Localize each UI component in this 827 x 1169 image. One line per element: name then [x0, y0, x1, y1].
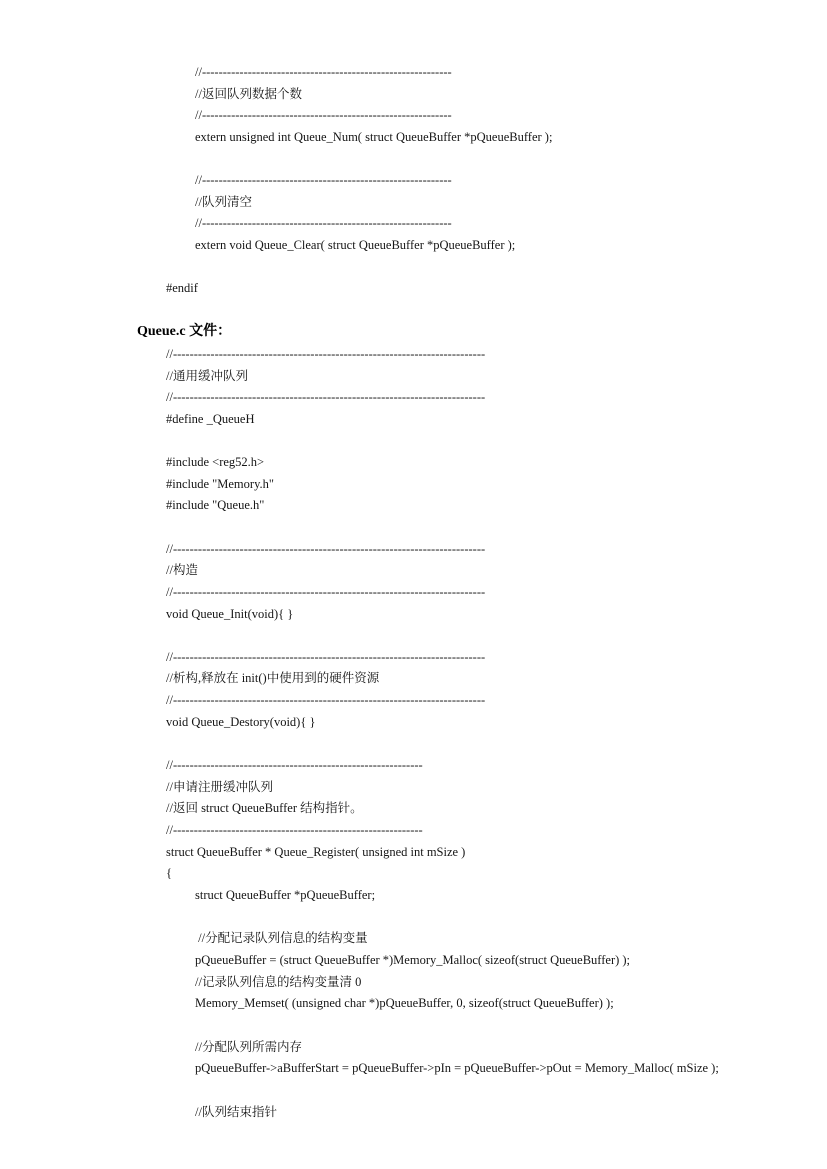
comment-line: //返回队列数据个数 — [195, 87, 302, 101]
comment-line: //分配队列所需内存 — [195, 1040, 302, 1054]
code-line: #include <reg52.h> — [166, 455, 265, 469]
comment-line: //分配记录队列信息的结构变量 — [195, 931, 368, 945]
comment-divider: //--------------------------------------------------------------------------- — [166, 650, 486, 664]
comment-divider: //------------------------------------------------------------ — [195, 108, 452, 122]
comment-line: //队列清空 — [195, 195, 252, 209]
code-line: extern void Queue_Clear( struct QueueBuffer *pQueueBuffer ); — [195, 238, 516, 252]
code-line: pQueueBuffer->aBufferStart = pQueueBuffer->pIn = pQueueBuffer->pOut = Memory_Malloc( mSize ); — [195, 1061, 719, 1075]
code-line: #include "Memory.h" — [166, 477, 274, 491]
code-line: { — [166, 866, 172, 880]
comment-divider: //------------------------------------------------------------ — [195, 173, 452, 187]
code-line: Memory_Memset( (unsigned char *)pQueueBuffer, 0, sizeof(struct QueueBuffer) ); — [195, 996, 614, 1010]
comment-line: //队列结束指针 — [195, 1105, 277, 1119]
comment-line: //构造 — [166, 563, 198, 577]
section-heading: Queue.c 文件： — [137, 324, 232, 339]
comment-divider: //------------------------------------------------------------ — [195, 216, 452, 230]
comment-divider: //--------------------------------------------------------------------------- — [166, 693, 486, 707]
comment-divider: //------------------------------------------------------------ — [195, 65, 452, 79]
code-line: pQueueBuffer = (struct QueueBuffer *)Memory_Malloc( sizeof(struct QueueBuffer) ); — [195, 953, 631, 967]
code-line: #endif — [166, 281, 198, 295]
comment-divider: //--------------------------------------------------------------------------- — [166, 390, 486, 404]
comment-line: //析构,释放在 init()中使用到的硬件资源 — [166, 671, 380, 685]
code-line: void Queue_Destory(void){ } — [166, 715, 316, 729]
comment-divider: //------------------------------------------------------------ — [166, 823, 423, 837]
comment-divider: //------------------------------------------------------------ — [166, 758, 423, 772]
comment-line: //申请注册缓冲队列 — [166, 780, 273, 794]
comment-divider: //--------------------------------------------------------------------------- — [166, 347, 486, 361]
code-line: struct QueueBuffer * Queue_Register( unsigned int mSize ) — [166, 845, 466, 859]
code-line: void Queue_Init(void){ } — [166, 607, 294, 621]
comment-line: //通用缓冲队列 — [166, 369, 248, 383]
code-line: struct QueueBuffer *pQueueBuffer; — [195, 888, 376, 902]
comment-line: //返回 struct QueueBuffer 结构指针。 — [166, 801, 363, 815]
comment-line: //记录队列信息的结构变量清 0 — [195, 975, 362, 989]
code-line: #define _QueueH — [166, 412, 255, 426]
comment-divider: //--------------------------------------------------------------------------- — [166, 585, 486, 599]
code-line: extern unsigned int Queue_Num( struct QueueBuffer *pQueueBuffer ); — [195, 130, 553, 144]
comment-divider: //--------------------------------------------------------------------------- — [166, 542, 486, 556]
code-line: #include "Queue.h" — [166, 498, 265, 512]
